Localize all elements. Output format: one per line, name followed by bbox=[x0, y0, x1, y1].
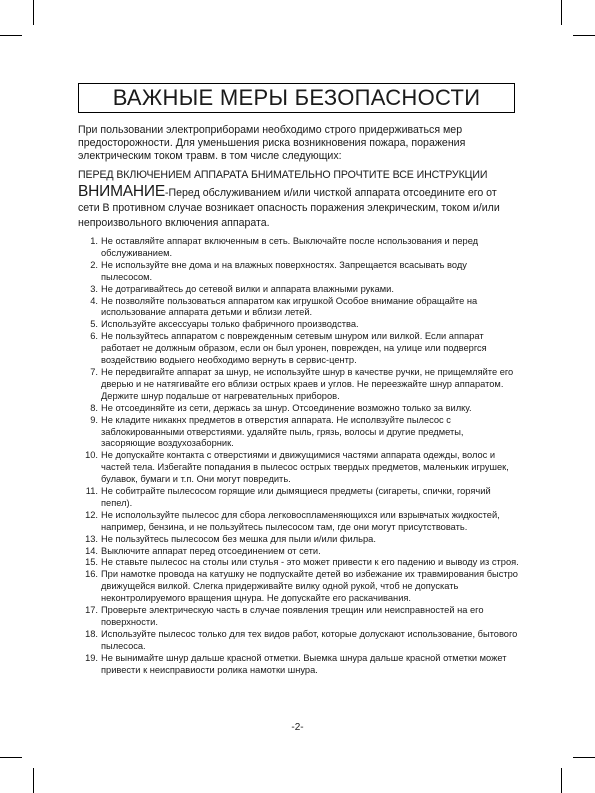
list-item bbox=[78, 296, 520, 320]
list-item-text: Не ставьте пылесос на столы или стулья - это может привести к его падению и выводу из строя. bbox=[101, 557, 519, 568]
crop-mark-top-left-v bbox=[33, 0, 34, 25]
list-item-text: Выключите аппарат перед отсоединением от сети. bbox=[101, 545, 321, 556]
list-item bbox=[78, 557, 520, 569]
crop-mark-bottom-right-h bbox=[573, 757, 595, 758]
list-item-text: Используйте пылесос только для тех видов работ, которые долускают использование, бытового пылесоса. bbox=[101, 628, 518, 651]
warning-paragraph bbox=[78, 184, 518, 231]
crop-mark-top-left-h bbox=[0, 35, 22, 36]
list-item-number: 8. bbox=[90, 402, 98, 413]
page-title: ВАЖНЫЕ МЕРЫ БЕЗОПАСНОСТИ bbox=[78, 83, 515, 113]
list-item bbox=[78, 403, 520, 415]
list-item-text: Не собитрайте пылесосом горящие или дымящиеся предметы (сигареты, спички, горячий пепел). bbox=[101, 486, 491, 508]
list-item-text: Используйте аксессуары только фабричного производства. bbox=[101, 319, 359, 330]
list-item-number: 16. bbox=[85, 569, 98, 580]
list-item-number: 6. bbox=[90, 331, 98, 342]
list-item-number: 19. bbox=[85, 652, 98, 663]
list-item-text: Не пользуйтесь аппаратом с поврежденным сетевым шнуром или вилкой. Если аппарат работает не должным образом, если он был уронен, поврежден, на улице или подвергся воздействию водыего необходимо вернуть в сервис-центр. bbox=[101, 331, 487, 366]
list-item bbox=[78, 450, 520, 486]
page-number: -2- bbox=[291, 722, 304, 733]
list-item-number: 14. bbox=[85, 545, 98, 556]
safety-list bbox=[78, 236, 520, 677]
list-item-number: 2. bbox=[90, 259, 98, 270]
list-item-text: Не дотрагивайтесь до сетевой вилки и аппарата влажными руками. bbox=[101, 283, 394, 294]
warning-lead: ВНИМАНИЕ bbox=[78, 183, 165, 200]
list-item-number: 10. bbox=[85, 450, 98, 461]
list-item-text: Не кладите никакнх предметов в отверстия аппарата. Не исполвзуйте пылесос с заблокированными отверстиями. удаляйте пыль, грязь, волосы и другие предметы, засоряющие воздухозаборник. bbox=[101, 414, 464, 449]
list-item-text: Не отсоединяйте из сети, держась за шнур. Отсоединение возможно только за вилку. bbox=[101, 402, 472, 413]
list-item-text: Проверьте электрическую часть в случае появления трещин или неисправностей на его поверхности. bbox=[101, 605, 484, 627]
list-item bbox=[78, 534, 520, 546]
list-item-number: 9. bbox=[90, 414, 98, 425]
list-item-text: Не позволяйте пользоваться аппаратом как игрушкой Особое внимание обращайте на использование аппарата детьми и вблизи летей. bbox=[101, 295, 478, 318]
list-item bbox=[78, 569, 520, 605]
list-item bbox=[78, 629, 520, 653]
list-item-number: 3. bbox=[90, 283, 98, 294]
list-item bbox=[78, 510, 520, 534]
crop-mark-bottom-right-v bbox=[561, 768, 562, 793]
list-item-number: 18. bbox=[85, 628, 98, 639]
list-item-text: Не передвигайте аппарат за шнур, не используйте шнур в качестве ручки, не прищемляйте его дверью и не натягивайте его вблизи острых краев и углов. Не переезжайте шнур аппаратом. Держите шнур подальше от нагревательных приборов. bbox=[101, 366, 514, 401]
list-item-number: 15. bbox=[85, 557, 98, 568]
list-item-number: 5. bbox=[90, 319, 98, 330]
list-item-number: 11. bbox=[85, 486, 98, 497]
list-item-text: Не вынимайте шнур дальше красной отметки. Выемка шнура дальше красной отметки может привести к неисправиости ролика намотки шнура. bbox=[101, 652, 507, 675]
list-item-number: 7. bbox=[90, 366, 98, 377]
list-item-number: 17. bbox=[85, 605, 98, 616]
list-item-number: 4. bbox=[90, 295, 98, 306]
warning-text: -Перед обслуживанием и/или чисткой аппарата отсоедините его от сети В противном случае возникает опасность поражения элекрическим, током и/или непроизвольного включения аппарата. bbox=[78, 187, 500, 229]
list-item-text: Не используйте вне дома и на влажных поверхностях. Запрещается всасывать воду пылесосом. bbox=[101, 259, 467, 282]
list-item bbox=[78, 260, 520, 284]
crop-mark-bottom-left-h bbox=[0, 757, 22, 758]
crop-mark-bottom-left-v bbox=[33, 768, 34, 793]
list-item-number: 13. bbox=[85, 533, 98, 544]
list-item bbox=[78, 236, 520, 260]
important-notice: ПЕРЕД ВКЛЮЧЕНИЕМ АППАРАТА БНИМАТЕЛЬНО ПРОЧТИТЕ ВСЕ ИНСТРУКЦИИ bbox=[78, 169, 488, 181]
list-item bbox=[78, 319, 520, 331]
list-item-text: Не допускайте контакта с отверстиями и движущимися частями аппарата одежды, волос и частей тела. Избегайте попадания в пылесос острых твердых предметов, маленькик игрушек, булавок, бумаги и т.п. Они могут повредить. bbox=[101, 450, 509, 485]
list-item-text: При намотке провода на катушку не подпускайте детей во избежание их травмирования быстро движущейся вилкой. Слегка придерживайте вилку одной рукой, чтоб не допускать неконтролируемого вращения щнура. Не допускайте его раскачивания. bbox=[101, 569, 518, 604]
list-item-number: 1. bbox=[90, 236, 98, 246]
list-item-text: Не оставляйте аппарат включенным в сеть. Выключайте после нспользования и перед обслуживанием. bbox=[101, 236, 479, 258]
list-item-number: 12. bbox=[85, 509, 98, 520]
list-item bbox=[78, 486, 520, 510]
crop-mark-top-right-v bbox=[561, 0, 562, 25]
list-item bbox=[78, 546, 520, 558]
intro-paragraph: При пользовании электроприборами необходимо строго придерживаться мер предосторожности. Для уменьшения риска возникновения пожара, поражения электрическим током травм. в том числе следующих: bbox=[78, 124, 466, 162]
crop-mark-top-right-h bbox=[573, 35, 595, 36]
list-item bbox=[78, 415, 520, 451]
list-item bbox=[78, 653, 520, 677]
list-item bbox=[78, 605, 520, 629]
list-item-text: Не исполользуйте пылесос для сбора легковоспламеняющихся или взрывчатых жидкостей, например, бензина, и не пользуйтесь пылесосом там, где они могут присутствовать. bbox=[101, 509, 500, 532]
list-item-text: Не пользуйтесь пылесосом без мешка для пыли и/или фильра. bbox=[101, 533, 376, 544]
list-item bbox=[78, 367, 520, 403]
list-item bbox=[78, 284, 520, 296]
list-item bbox=[78, 331, 520, 367]
